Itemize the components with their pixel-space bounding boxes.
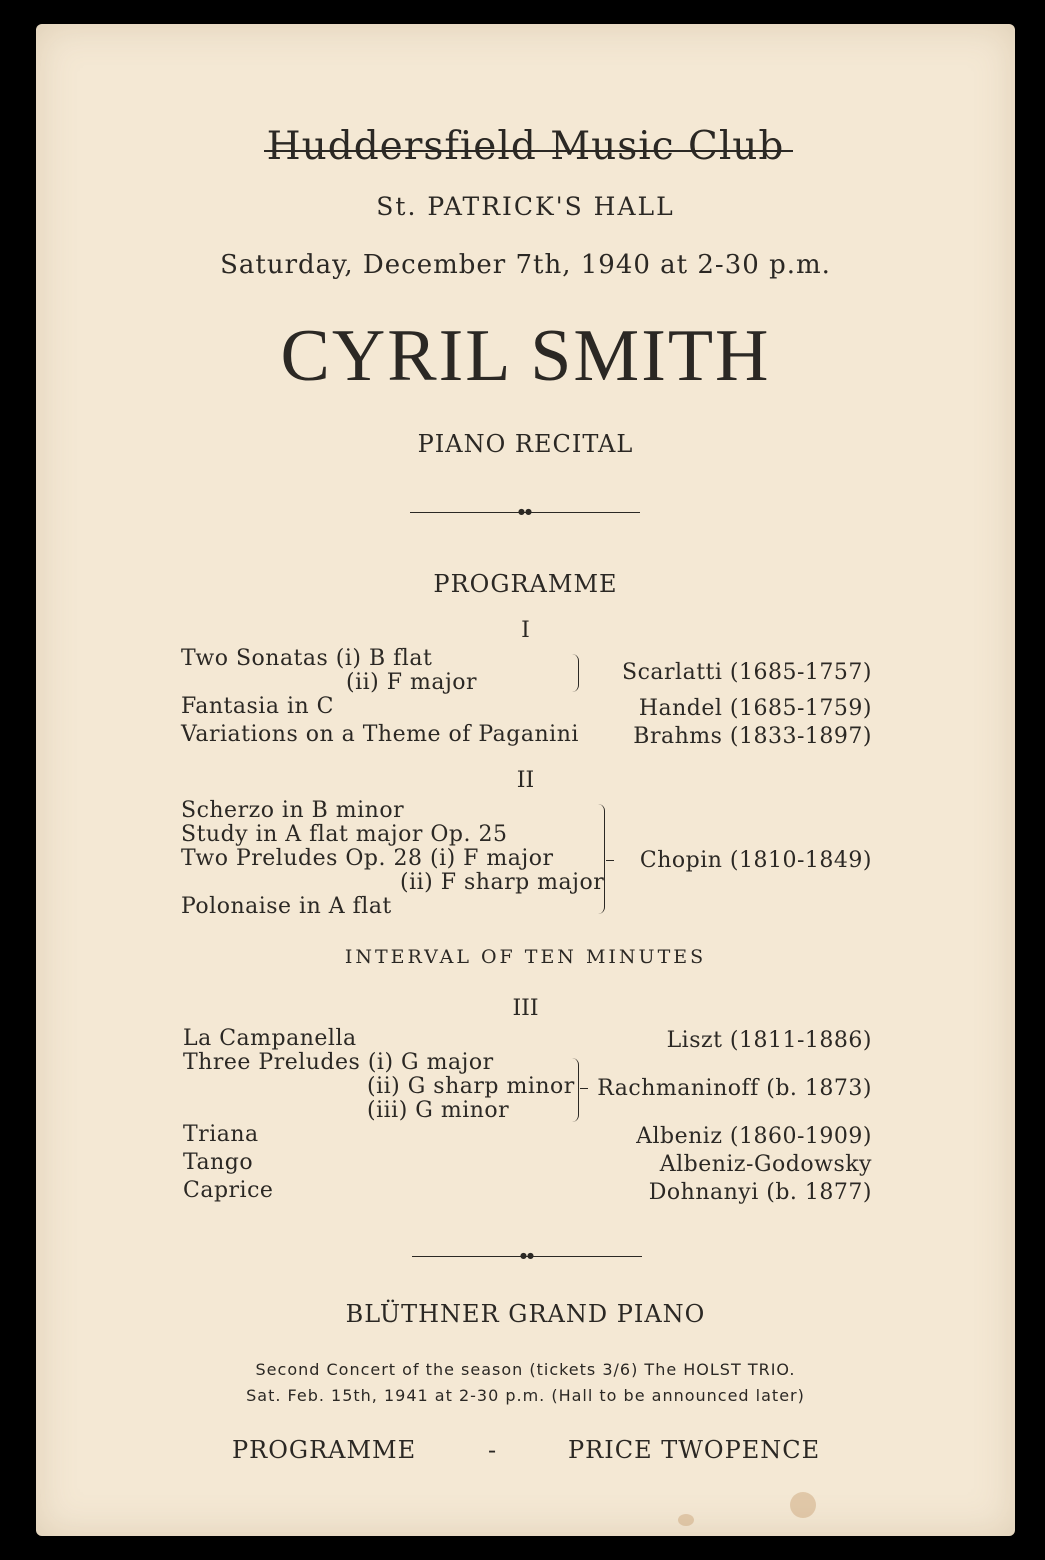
part-numeral: II (516, 768, 535, 793)
brace-point (606, 860, 614, 861)
composer: Handel (1685-1759) (638, 696, 872, 721)
recital-title: PIANO RECITAL (417, 430, 634, 458)
brace (598, 804, 605, 914)
programme-item: (ii) F sharp major (400, 870, 605, 895)
programme-item: Variations on a Theme of Paganini (181, 722, 579, 747)
programme-item: (iii) G minor (367, 1098, 510, 1123)
composer: Brahms (1833-1897) (633, 724, 872, 749)
part-numeral: I (521, 618, 530, 643)
artist-name: CYRIL SMITH (280, 315, 771, 397)
brace (572, 654, 579, 692)
footer-programme: PROGRAMME (232, 1436, 417, 1464)
programme-item: Three Preludes (i) G major (183, 1050, 494, 1075)
footer-separator: - (488, 1436, 498, 1464)
ornament-divider: ●● (412, 1256, 642, 1257)
interval-notice: INTERVAL OF TEN MINUTES (344, 946, 707, 968)
ornament-divider: ●● (410, 512, 640, 513)
programme-item: Polonaise in A flat (181, 894, 392, 919)
composer: Scarlatti (1685-1757) (622, 660, 872, 685)
programme-item: Fantasia in C (181, 694, 334, 719)
programme-item: Caprice (183, 1178, 274, 1203)
composer: Dohnanyi (b. 1877) (648, 1180, 872, 1205)
title-underline (264, 150, 793, 152)
next-concert-note: Second Concert of the season (tickets 3/6) The HOLST TRIO. (255, 1360, 796, 1379)
programme-item: Two Sonatas (i) B flat (181, 646, 433, 671)
programme-sheet (36, 24, 1015, 1536)
programme-item: (ii) F major (346, 670, 478, 695)
brace (572, 1058, 579, 1122)
footer-price: PRICE TWOPENCE (568, 1436, 821, 1464)
composer: Liszt (1811-1886) (666, 1028, 872, 1053)
programme-item: Scherzo in B minor (181, 798, 405, 823)
programme-item: La Campanella (183, 1026, 357, 1051)
composer: Chopin (1810-1849) (639, 848, 872, 873)
composer: Albeniz-Godowsky (659, 1152, 872, 1177)
composer: Rachmaninoff (b. 1873) (597, 1076, 872, 1101)
paper-stain (790, 1492, 816, 1518)
part-numeral: III (512, 996, 539, 1021)
programme-item: Study in A flat major Op. 25 (181, 822, 508, 847)
programme-item: (ii) G sharp minor (367, 1074, 575, 1099)
venue: St. PATRICK'S HALL (376, 192, 675, 221)
concert-date: Saturday, December 7th, 1940 at 2-30 p.m. (220, 250, 831, 280)
club-title: Huddersfield Music Club (266, 124, 785, 169)
brace-point (580, 1088, 588, 1089)
next-concert-date: Sat. Feb. 15th, 1941 at 2-30 p.m. (Hall to be announced later) (246, 1386, 805, 1405)
paper-stain (678, 1514, 694, 1526)
programme-item: Two Preludes Op. 28 (i) F major (181, 846, 554, 871)
programme-item: Triana (183, 1122, 259, 1147)
programme-item: Tango (183, 1150, 254, 1175)
programme-heading: PROGRAMME (433, 570, 618, 598)
piano-note: BLÜTHNER GRAND PIANO (345, 1300, 706, 1328)
composer: Albeniz (1860-1909) (636, 1124, 872, 1149)
